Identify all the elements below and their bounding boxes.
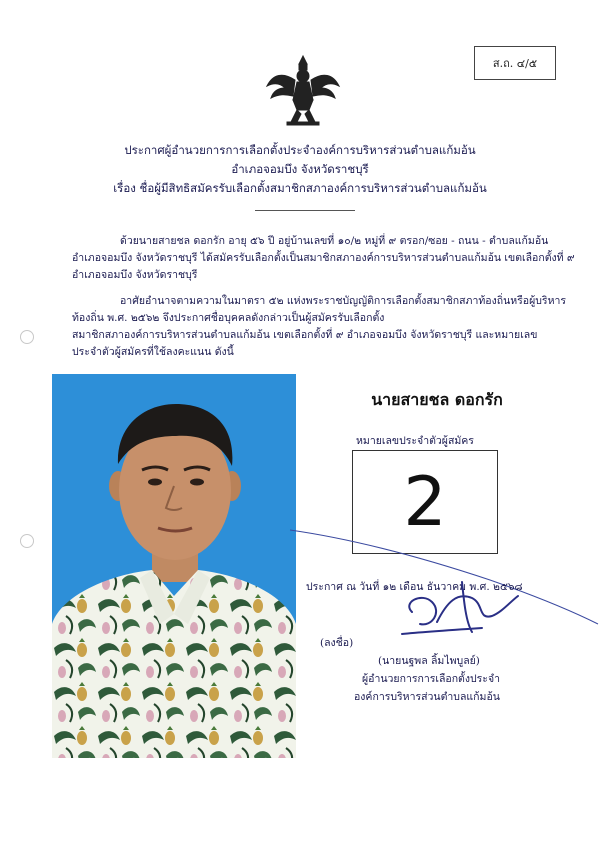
- announce-date: ประกาศ ณ วันที่ ๑๒ เดือน ธันวาคม พ.ศ. ๒๕๖๘: [306, 581, 523, 593]
- garuda-emblem-icon: [263, 52, 343, 132]
- header-line-2: อำเภอจอมบึง จังหวัดราชบุรี: [231, 162, 369, 176]
- signature-scribble: [392, 572, 522, 642]
- punch-hole-bottom: [20, 534, 34, 548]
- paragraph-1-line-3: อำเภอจอมบึง จังหวัดราชบุรี: [72, 269, 198, 281]
- paragraph-1-line-1: ด้วยนายสายชล ดอกรัก อายุ ๕๖ ปี อยู่บ้านเลขที่ ๑๐/๒ หมู่ที่ ๙ ตรอก/ซอย - ถนน - ตำบลแก้มอ้น: [120, 235, 549, 247]
- paragraph-1-line-2: อำเภอจอมบึง จังหวัดราชบุรี ได้สมัครรับเลือกตั้งเป็นสมาชิกสภาองค์การบริหารส่วนตำบลแก้มอ้น เขตเลือกตั้งที่ ๙: [72, 252, 575, 264]
- form-code-text: ส.ถ. ๔/๕: [492, 57, 538, 70]
- paragraph-2-line-1: อาศัยอำนาจตามความในมาตรา ๕๒ แห่งพระราชบัญญัติการเลือกตั้งสมาชิกสภาท้องถิ่นหรือผู้บริหาร: [120, 295, 567, 307]
- candidate-name: นายสายชล ดอกรัก: [371, 390, 503, 409]
- candidate-number: 2: [403, 462, 447, 542]
- sign-label: (ลงชื่อ): [320, 637, 354, 649]
- paragraph-2-line-3: สมาชิกสภาองค์การบริหารส่วนตำบลแก้มอ้น เขตเลือกตั้งที่ ๙ อำเภอจอมบึง จังหวัดราชบุรี และหมายเลข: [72, 329, 538, 341]
- divider: [255, 210, 355, 211]
- candidate-number-label: หมายเลขประจำตัวผู้สมัคร: [356, 435, 474, 447]
- paragraph-2-line-2: ท้องถิ่น พ.ศ. ๒๕๖๒ จึงประกาศชื่อบุคคลดังกล่าวเป็นผู้สมัครรับเลือกตั้ง: [72, 312, 385, 324]
- signer-title-line-2: องค์การบริหารส่วนตำบลแก้มอ้น: [354, 691, 500, 703]
- punch-hole-top: [20, 330, 34, 344]
- form-code-box: [474, 46, 556, 80]
- signer-title-line-1: ผู้อำนวยการการเลือกตั้งประจำ: [362, 673, 500, 685]
- header-line-1: ประกาศผู้อำนวยการการเลือกตั้งประจำองค์การบริหารส่วนตำบลแก้มอ้น: [124, 143, 476, 157]
- header-line-3: เรื่อง ชื่อผู้มีสิทธิสมัครรับเลือกตั้งสมาชิกสภาองค์การบริหารส่วนตำบลแก้มอ้น: [113, 181, 487, 195]
- signer-name: (นายนฐพล ลิ้มไพบูลย์): [378, 655, 480, 667]
- candidate-photo: [52, 374, 296, 758]
- paragraph-2-line-4: ประจำตัวผู้สมัครที่ใช้ลงคะแนน ดังนี้: [72, 346, 234, 358]
